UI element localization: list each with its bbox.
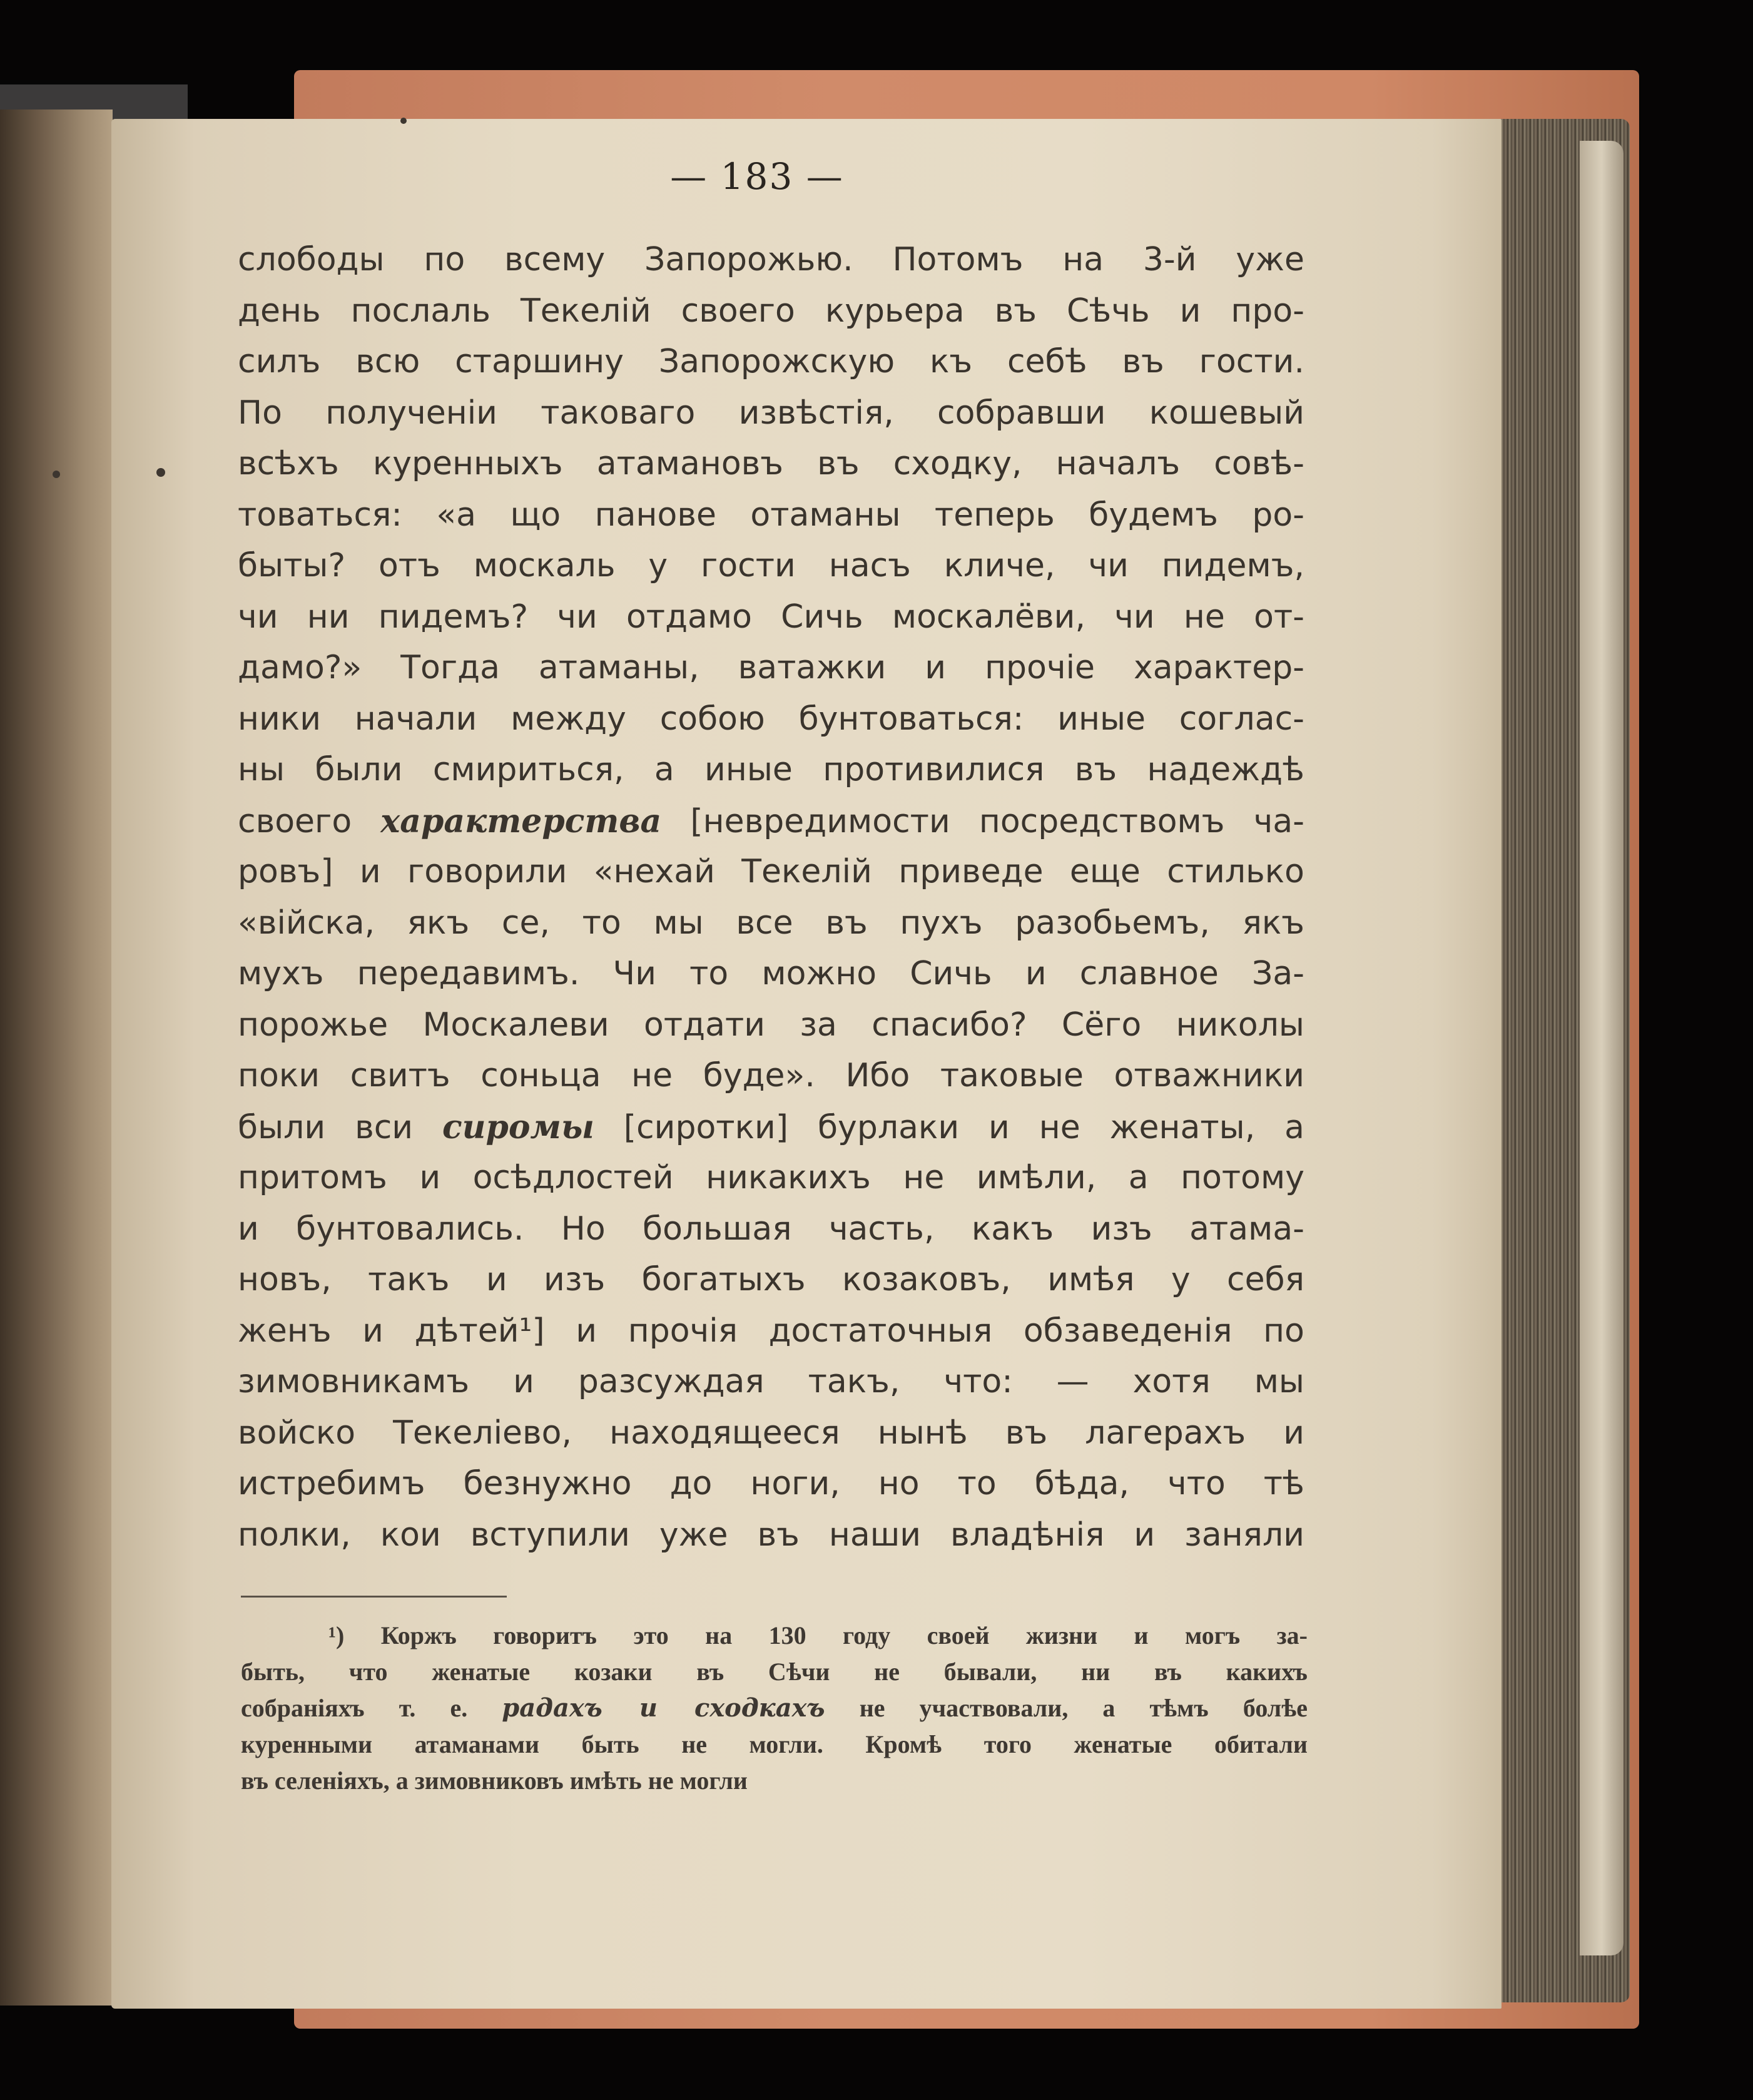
text-segment: [невредимости посредствомъ ча-: [661, 802, 1304, 840]
text-line: женъ и дѣтей¹] и прочія достаточныя обзаведенія по: [238, 1312, 1304, 1350]
text-segment: собраніяхъ т. е.: [241, 1694, 502, 1722]
page-speck: [400, 118, 407, 124]
facing-page-edge: [0, 110, 113, 2006]
text-segment: не участвовали, а тѣмъ болѣе: [825, 1694, 1308, 1722]
text-line: чи ни пидемъ? чи отдамо Сичь москалёви, чи не от-: [238, 598, 1304, 636]
italic-term: сиромы: [442, 1108, 594, 1146]
text-line: ровъ] и говорили «нехай Текелій приведе еще стилько: [238, 853, 1304, 890]
text-line: порожье Москалеви отдати за спасибо? Сёго николы: [238, 1006, 1304, 1044]
main-text: [238, 235, 1304, 1561]
text-line: день послаль Текелій своего курьера въ Сѣчь и про-: [238, 292, 1304, 330]
text-line: новъ, такъ и изъ богатыхъ козаковъ, имѣя у себя: [238, 1261, 1304, 1298]
text-segment: своего: [238, 802, 381, 840]
page-speck: [53, 471, 60, 478]
text-line: «війска, якъ се, то мы все въ пухъ разобьемъ, якъ: [238, 904, 1304, 942]
footnote-line: ¹) Коржъ говоритъ это на 130 году своей жизни и могъ за-: [328, 1621, 1308, 1649]
footnote-line: [241, 1690, 1308, 1726]
text-line: всѣхъ куренныхъ атамановъ въ сходку, началъ совѣ-: [238, 445, 1304, 482]
footnote-line: быть, что женатые козаки въ Сѣчи не бывали, ни въ какихъ: [241, 1658, 1308, 1686]
footnote-divider: [241, 1596, 507, 1598]
text-line: товаться: «а що панове отаманы теперь будемъ ро-: [238, 496, 1304, 534]
italic-term: радахъ и сходкахъ: [502, 1693, 825, 1723]
page-number: — 183 —: [670, 155, 844, 198]
text-line: дамо?» Тогда атаманы, ватажки и прочіе характер-: [238, 649, 1304, 686]
text-line: ны были смириться, а иные противилися въ надеждѣ: [238, 751, 1304, 788]
footnote: [241, 1618, 1308, 1799]
text-line: быты? отъ москаль у гости насъ кличе, чи пидемъ,: [238, 547, 1304, 584]
text-line: [238, 1102, 1304, 1153]
text-line: силъ всю старшину Запорожскую къ себѣ въ гости.: [238, 343, 1304, 380]
page-edges-highlight: [1580, 141, 1623, 1955]
text-line: мухъ передавимъ. Чи то можно Сичь и славное За-: [238, 955, 1304, 992]
page-speck: [156, 468, 165, 477]
text-line: войско Текеліево, находящееся нынѣ въ лагерахъ и: [238, 1414, 1304, 1452]
footnote-line: куренными атаманами быть не могли. Кромѣ того женатые обитали: [241, 1730, 1308, 1758]
text-line: слободы по всему Запорожью. Потомъ на 3-й уже: [238, 241, 1304, 278]
text-segment: были вси: [238, 1108, 443, 1146]
text-line: зимовникамъ и разсуждая такъ, что: — хотя мы: [238, 1363, 1304, 1400]
text-line: поки свитъ соньца не буде». Ибо таковые отважники: [238, 1057, 1304, 1094]
text-segment: [сиротки] бурлаки и не женаты, а: [594, 1108, 1304, 1146]
text-line: По полученіи таковаго извѣстія, собравши кошевый: [238, 394, 1304, 432]
text-line: притомъ и осѣдлостей никакихъ не имѣли, а потому: [238, 1159, 1304, 1196]
text-line: ники начали между собою бунтоваться: иные соглас-: [238, 700, 1304, 738]
italic-term: характерства: [380, 802, 662, 840]
footnote-line: въ селеніяхъ, а зимовниковъ имѣть не могли: [241, 1766, 748, 1795]
text-line: [238, 796, 1304, 847]
text-line: и бунтовались. Но большая часть, какъ изъ атама-: [238, 1210, 1304, 1248]
text-line: истребимъ безнужно до ноги, но то бѣда, что тѣ: [238, 1465, 1304, 1502]
text-line: полки, кои вступили уже въ наши владѣнія и заняли: [238, 1516, 1304, 1554]
